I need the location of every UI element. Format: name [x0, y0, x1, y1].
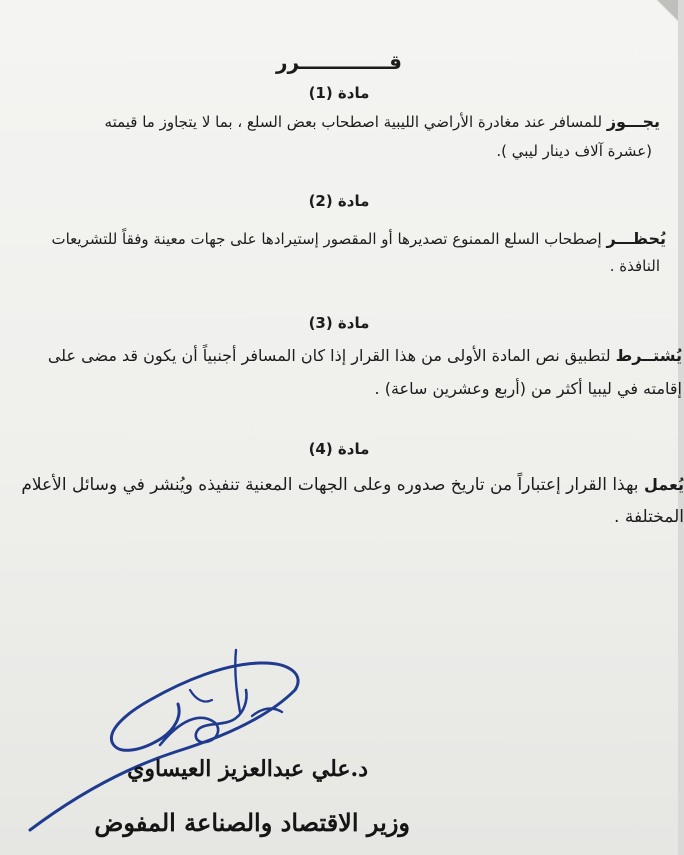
- article-3-line-2: إقامته في ليبيا أكثر من (أربع وعشرين ساعة) .: [374, 379, 682, 398]
- article-1-lead: يجـــوز: [606, 112, 660, 131]
- article-2-lead: يُحظـــر: [606, 229, 666, 248]
- article-2-text: إصطحاب السلع الممنوع تصديرها أو المقصور إستيرادها على جهات معينة وفقاً للتشريعات: [51, 230, 602, 248]
- article-3-heading: مادة (3): [308, 314, 370, 332]
- decision-title: قـــــــــــــرر: [276, 50, 402, 74]
- article-3-lead: يُشتــرط: [615, 346, 682, 365]
- signatory-name: د.علي عبدالعزيز العيساوي: [127, 756, 368, 782]
- article-4-lead: يُعمل: [643, 475, 684, 494]
- article-4-text: بهذا القرار إعتباراً من تاريخ صدوره وعلى الجهات المعنية تنفيذه ويُنشر في وسائل الأعلام: [21, 475, 639, 495]
- article-4-heading: مادة (4): [308, 440, 370, 458]
- article-1-text: للمسافر عند مغادرة الأراضي الليبية اصطحاب بعض السلع ، بما لا يتجاوز ما قيمته: [104, 113, 603, 131]
- article-1-heading: مادة (1): [308, 84, 370, 102]
- article-1-line-2: (عشرة آلاف دينار ليبي ).: [496, 142, 652, 160]
- article-2-heading: مادة (2): [308, 192, 370, 210]
- article-2-line-2: النافذة .: [609, 257, 660, 275]
- article-4-line-2: المختلفة .: [614, 507, 684, 527]
- signatory-position: وزير الاقتصاد والصناعة المفوض: [94, 808, 410, 837]
- article-3-text: لتطبيق نص المادة الأولى من هذا القرار إذا كان المسافر أجنبياً أن يكون قد مضى على: [47, 346, 611, 365]
